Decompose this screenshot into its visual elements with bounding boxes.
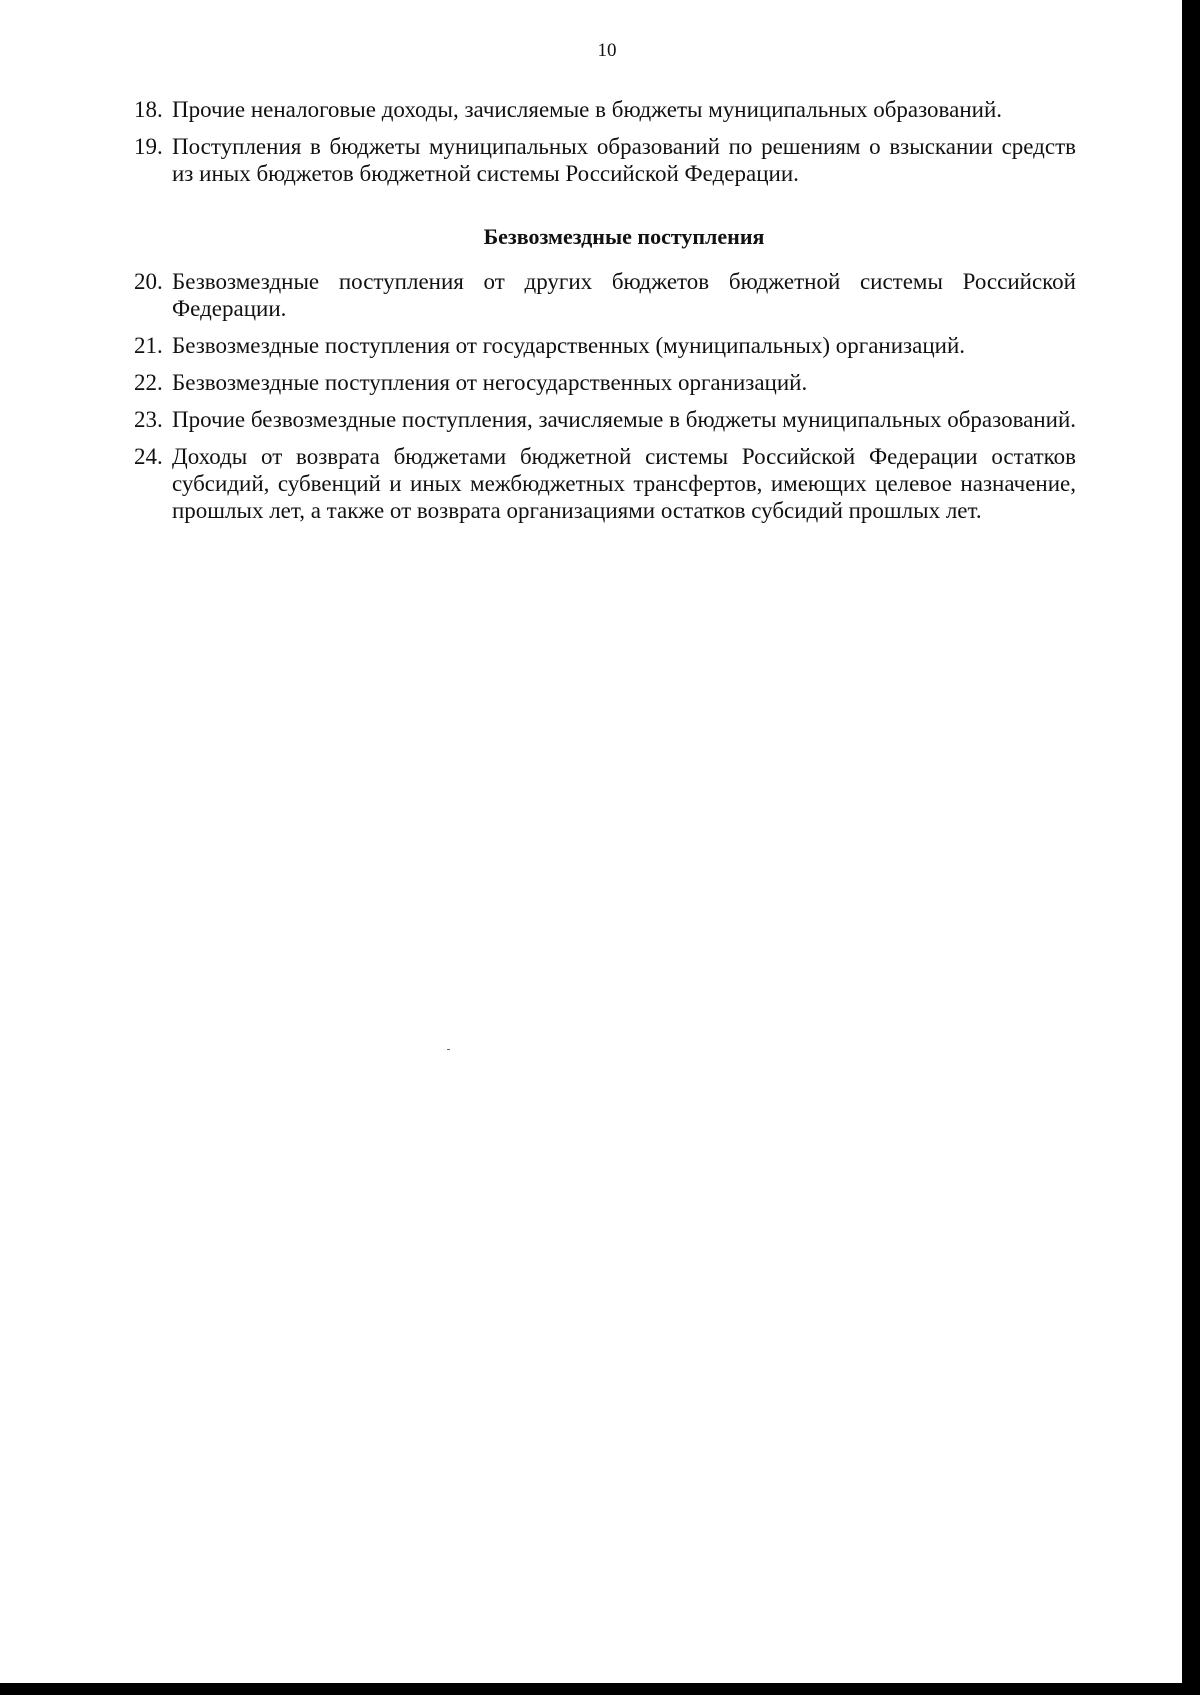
scan-border-bottom	[0, 1683, 1200, 1695]
item-text: Безвозмездные поступления от негосударственных организаций.	[172, 370, 808, 395]
item-text: Поступления в бюджеты муниципальных образований по решениям о взыскании средств из иных бюджетов бюджетной системы Российской Федерации.	[172, 134, 1076, 186]
item-number: 23.	[134, 407, 163, 432]
item-number: 20.	[134, 269, 163, 294]
list-item	[134, 332, 1076, 359]
page-number: 10	[597, 40, 617, 61]
item-text: Безвозмездные поступления от государственных (муниципальных) организаций.	[172, 333, 966, 358]
scan-border-right	[1182, 0, 1200, 1695]
list-item	[134, 406, 1076, 433]
list-item	[134, 443, 1076, 524]
item-number: 18.	[134, 97, 163, 122]
item-text: Безвозмездные поступления от других бюджетов бюджетной системы Российской Федерации.	[172, 269, 1076, 321]
item-number: 19.	[134, 134, 163, 159]
document-body	[134, 96, 1076, 524]
item-number: 21.	[134, 333, 163, 358]
section-heading: Безвозмездные поступления	[483, 224, 765, 249]
item-number: 24.	[134, 444, 163, 469]
list-item	[134, 96, 1076, 123]
list-item	[134, 133, 1076, 187]
list-item	[134, 268, 1076, 322]
scan-speck	[447, 1049, 450, 1050]
item-text: Прочие безвозмездные поступления, зачисляемые в бюджеты муниципальных образований.	[172, 407, 1077, 432]
item-text: Доходы от возврата бюджетами бюджетной системы Российской Федерации остатков субсидий, субвенций и иных межбюджетных трансфертов, имеющих целевое назначение, прошлых лет, а также от возврата организациями остатков субсидий прошлых лет.	[172, 444, 1076, 523]
list-item	[134, 369, 1076, 396]
item-text: Прочие неналоговые доходы, зачисляемые в бюджеты муниципальных образований.	[172, 97, 1002, 122]
item-number: 22.	[134, 370, 163, 395]
